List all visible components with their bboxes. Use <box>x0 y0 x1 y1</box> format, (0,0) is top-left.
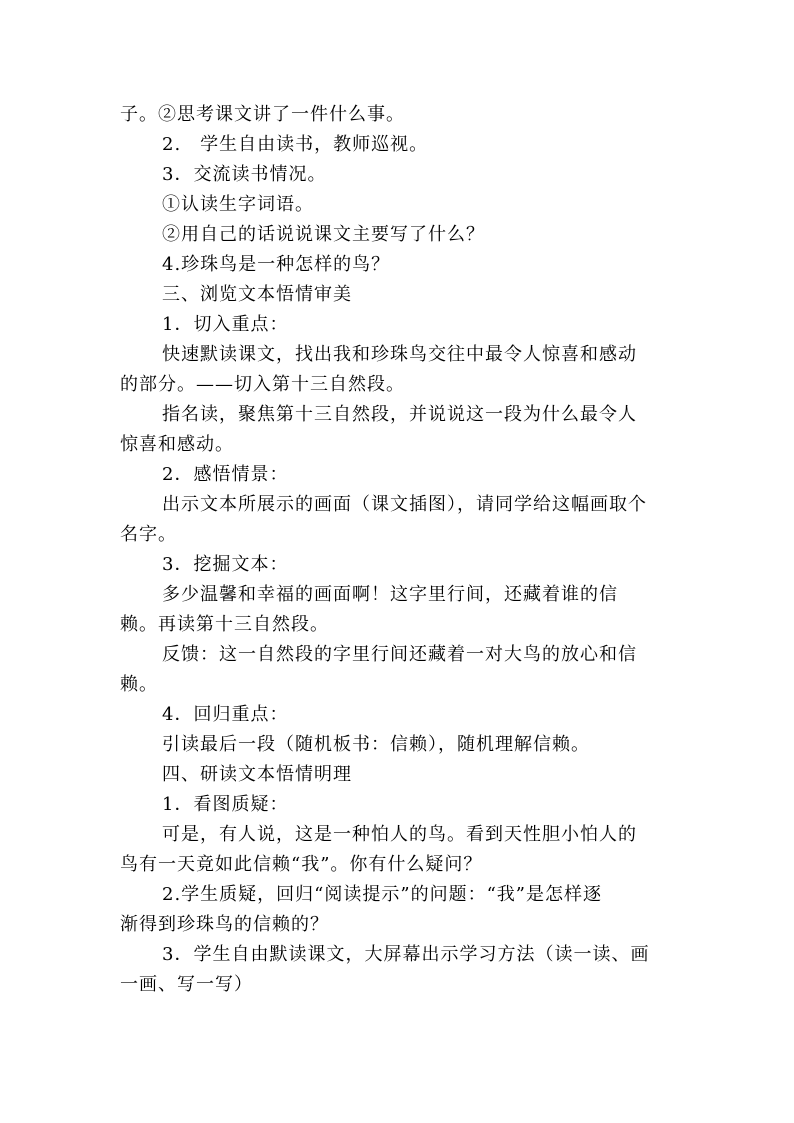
text-line: 赖。 <box>120 674 158 695</box>
subsection-heading: 1．看图质疑： <box>162 794 289 815</box>
text-line: 2.学生质疑，回归“阅读提示”的问题：“我”是怎样逐 <box>162 884 602 905</box>
text-line: 反馈：这一自然段的字里行间还藏着一对大鸟的放心和信 <box>162 644 637 665</box>
text-line: 可是，有人说，这是一种怕人的鸟。看到天性胆小怕人的 <box>162 824 637 845</box>
text-line: 多少温馨和幸福的画面啊！这字里行间，还藏着谁的信 <box>162 584 618 605</box>
text-line: 2. 学生自由读书，教师巡视。 <box>162 134 429 155</box>
text-line: 子。②思考课文讲了一件什么事。 <box>120 104 405 125</box>
text-line: ②用自己的话说说课文主要写了什么？ <box>162 224 485 245</box>
subsection-heading: 4．回归重点： <box>162 704 289 725</box>
text-line: 快速默读课文，找出我和珍珠鸟交往中最令人惊喜和感动 <box>162 344 637 365</box>
subsection-heading: 2．感悟情景： <box>162 464 289 485</box>
text-line: 鸟有一天竟如此信赖“我”。你有什么疑问？ <box>120 854 483 875</box>
text-line: 渐得到珍珠鸟的信赖的？ <box>120 914 329 935</box>
text-line: 3．学生自由默读课文，大屏幕出示学习方法（读一读、画 <box>162 944 650 965</box>
text-line: 出示文本所展示的画面（课文插图），请同学给这幅画取个 <box>162 494 647 515</box>
text-line: 赖。再读第十三自然段。 <box>120 614 329 635</box>
section-heading: 三、浏览文本悟情审美 <box>162 284 352 305</box>
text-line: 名字。 <box>120 524 177 545</box>
text-line: 指名读，聚焦第十三自然段，并说说这一段为什么最令人 <box>162 404 637 425</box>
text-line: 引读最后一段（随机板书：信赖），随机理解信赖。 <box>162 734 590 755</box>
section-heading: 四、研读文本悟情明理 <box>162 764 352 785</box>
text-line: 3．交流读书情况。 <box>162 164 327 185</box>
text-line: 4.珍珠鸟是一种怎样的鸟？ <box>162 254 391 275</box>
text-line: 的部分。——切入第十三自然段。 <box>120 374 405 395</box>
text-line: ①认读生字词语。 <box>162 194 314 215</box>
subsection-heading: 3．挖掘文本： <box>162 554 289 575</box>
text-line: 一画、写一写） <box>120 974 253 995</box>
document-body <box>120 100 680 1000</box>
text-line: 惊喜和感动。 <box>120 434 234 455</box>
subsection-heading: 1．切入重点： <box>162 314 289 335</box>
